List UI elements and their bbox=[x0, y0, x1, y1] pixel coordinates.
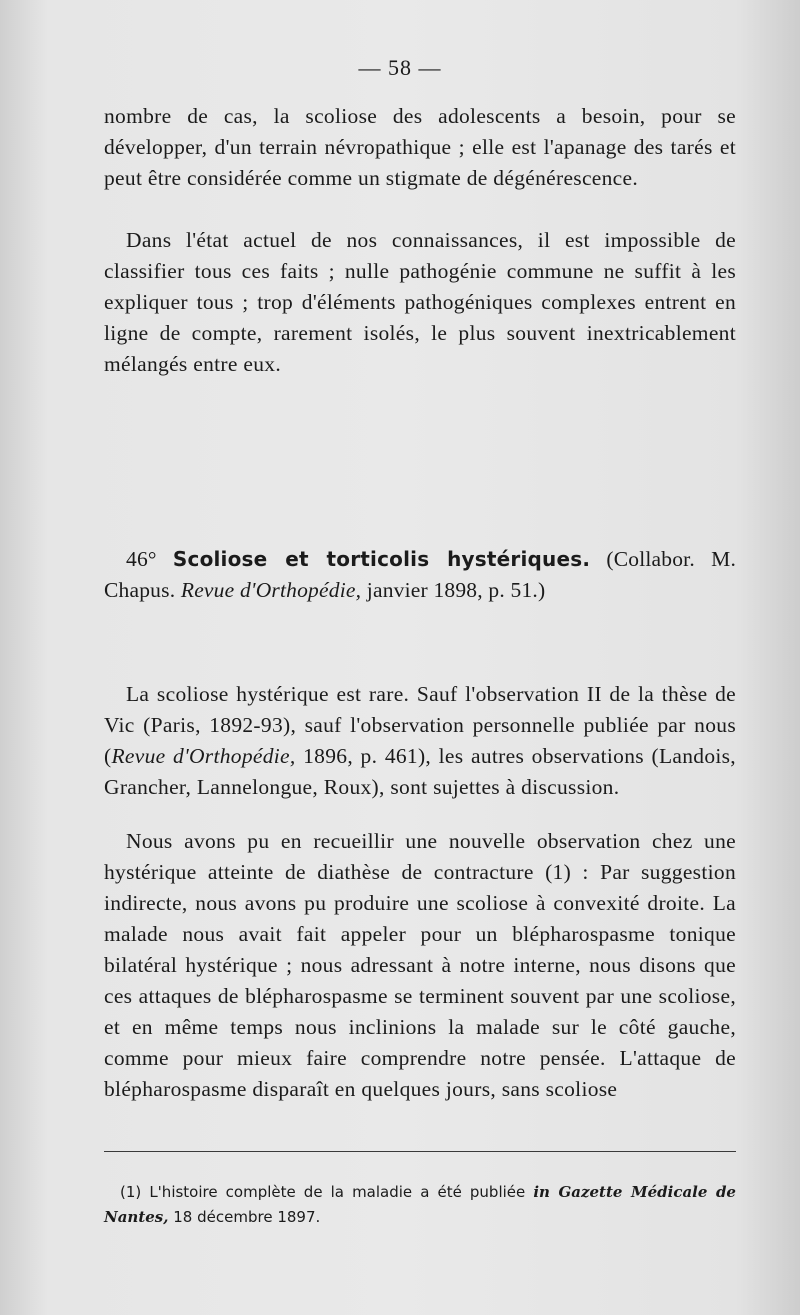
para3-journal-title: Revue d'Orthopédie, bbox=[111, 744, 296, 768]
footnote-marker: (1) bbox=[120, 1183, 142, 1201]
section-collaborator: (Collabor. M. Chapus. bbox=[104, 547, 737, 602]
footnote bbox=[104, 1180, 736, 1230]
section-journal: Revue d'Orthopédie, bbox=[180, 578, 362, 602]
footnote-text: L'histoire complète de la maladie a été publiée bbox=[149, 1183, 526, 1201]
footnote-source: in Gazette Médicale de Nantes, bbox=[104, 1183, 736, 1226]
para3-text-end: 1896, p. 461), les autres observations (Landois, Grancher, Lannelongue, Roux), sont sujettes à discussion. bbox=[104, 744, 736, 799]
section-heading bbox=[104, 544, 736, 606]
paragraph-continuation: nombre de cas, la scoliose des adolescents a besoin, pour se développer, d'un terrain névropathique ; elle est l'apanage des tarés et peut être considérée comme un stigmate de dégénérescence. bbox=[104, 104, 736, 190]
page-number: — 58 — bbox=[358, 55, 442, 80]
section-number: 46° bbox=[126, 547, 157, 571]
paragraph-hysterical-scoliosis bbox=[104, 679, 736, 803]
paragraph-new-observation: Nous avons pu en recueillir une nouvelle observation chez une hystérique atteinte de diathèse de contracture (1) : Par suggestion indirecte, nous avons pu produire une scoliose à convexité droite. La malade nous avait fait appeler pour un blépharospasme tonique bilatéral hystérique ; nous adressant à notre interne, nous disons que ces attaques de blépharospasme se terminent souvent par une scoliose, et en même temps nous inclinions la malade sur le côté gauche, comme pour mieux faire comprendre notre pensée. L'attaque de blépharospasme disparaît en quelques jours, sans scoliose bbox=[104, 829, 736, 1101]
paragraph-classification: Dans l'état actuel de nos connaissances, il est impossible de classifier tous ces faits ; nulle pathogénie commune ne suffit à les expliquer tous ; trop d'éléments pathogéniques complexes entrent en ligne de compte, rarement isolés, le plus souvent inextricablement mélangés entre eux. bbox=[104, 228, 736, 376]
footnote-date: 18 décembre 1897. bbox=[173, 1208, 321, 1226]
section-title: Scoliose et torticolis hystériques. bbox=[172, 547, 591, 571]
para3-text-start: La scoliose hystérique est rare. Sauf l'observation II de la thèse de Vic (Paris, 1892-93), sauf l'observation personnelle publiée par nous ( bbox=[104, 682, 736, 768]
footnote-divider bbox=[104, 1151, 736, 1152]
section-date-ref: janvier 1898, p. 51.) bbox=[366, 578, 546, 602]
